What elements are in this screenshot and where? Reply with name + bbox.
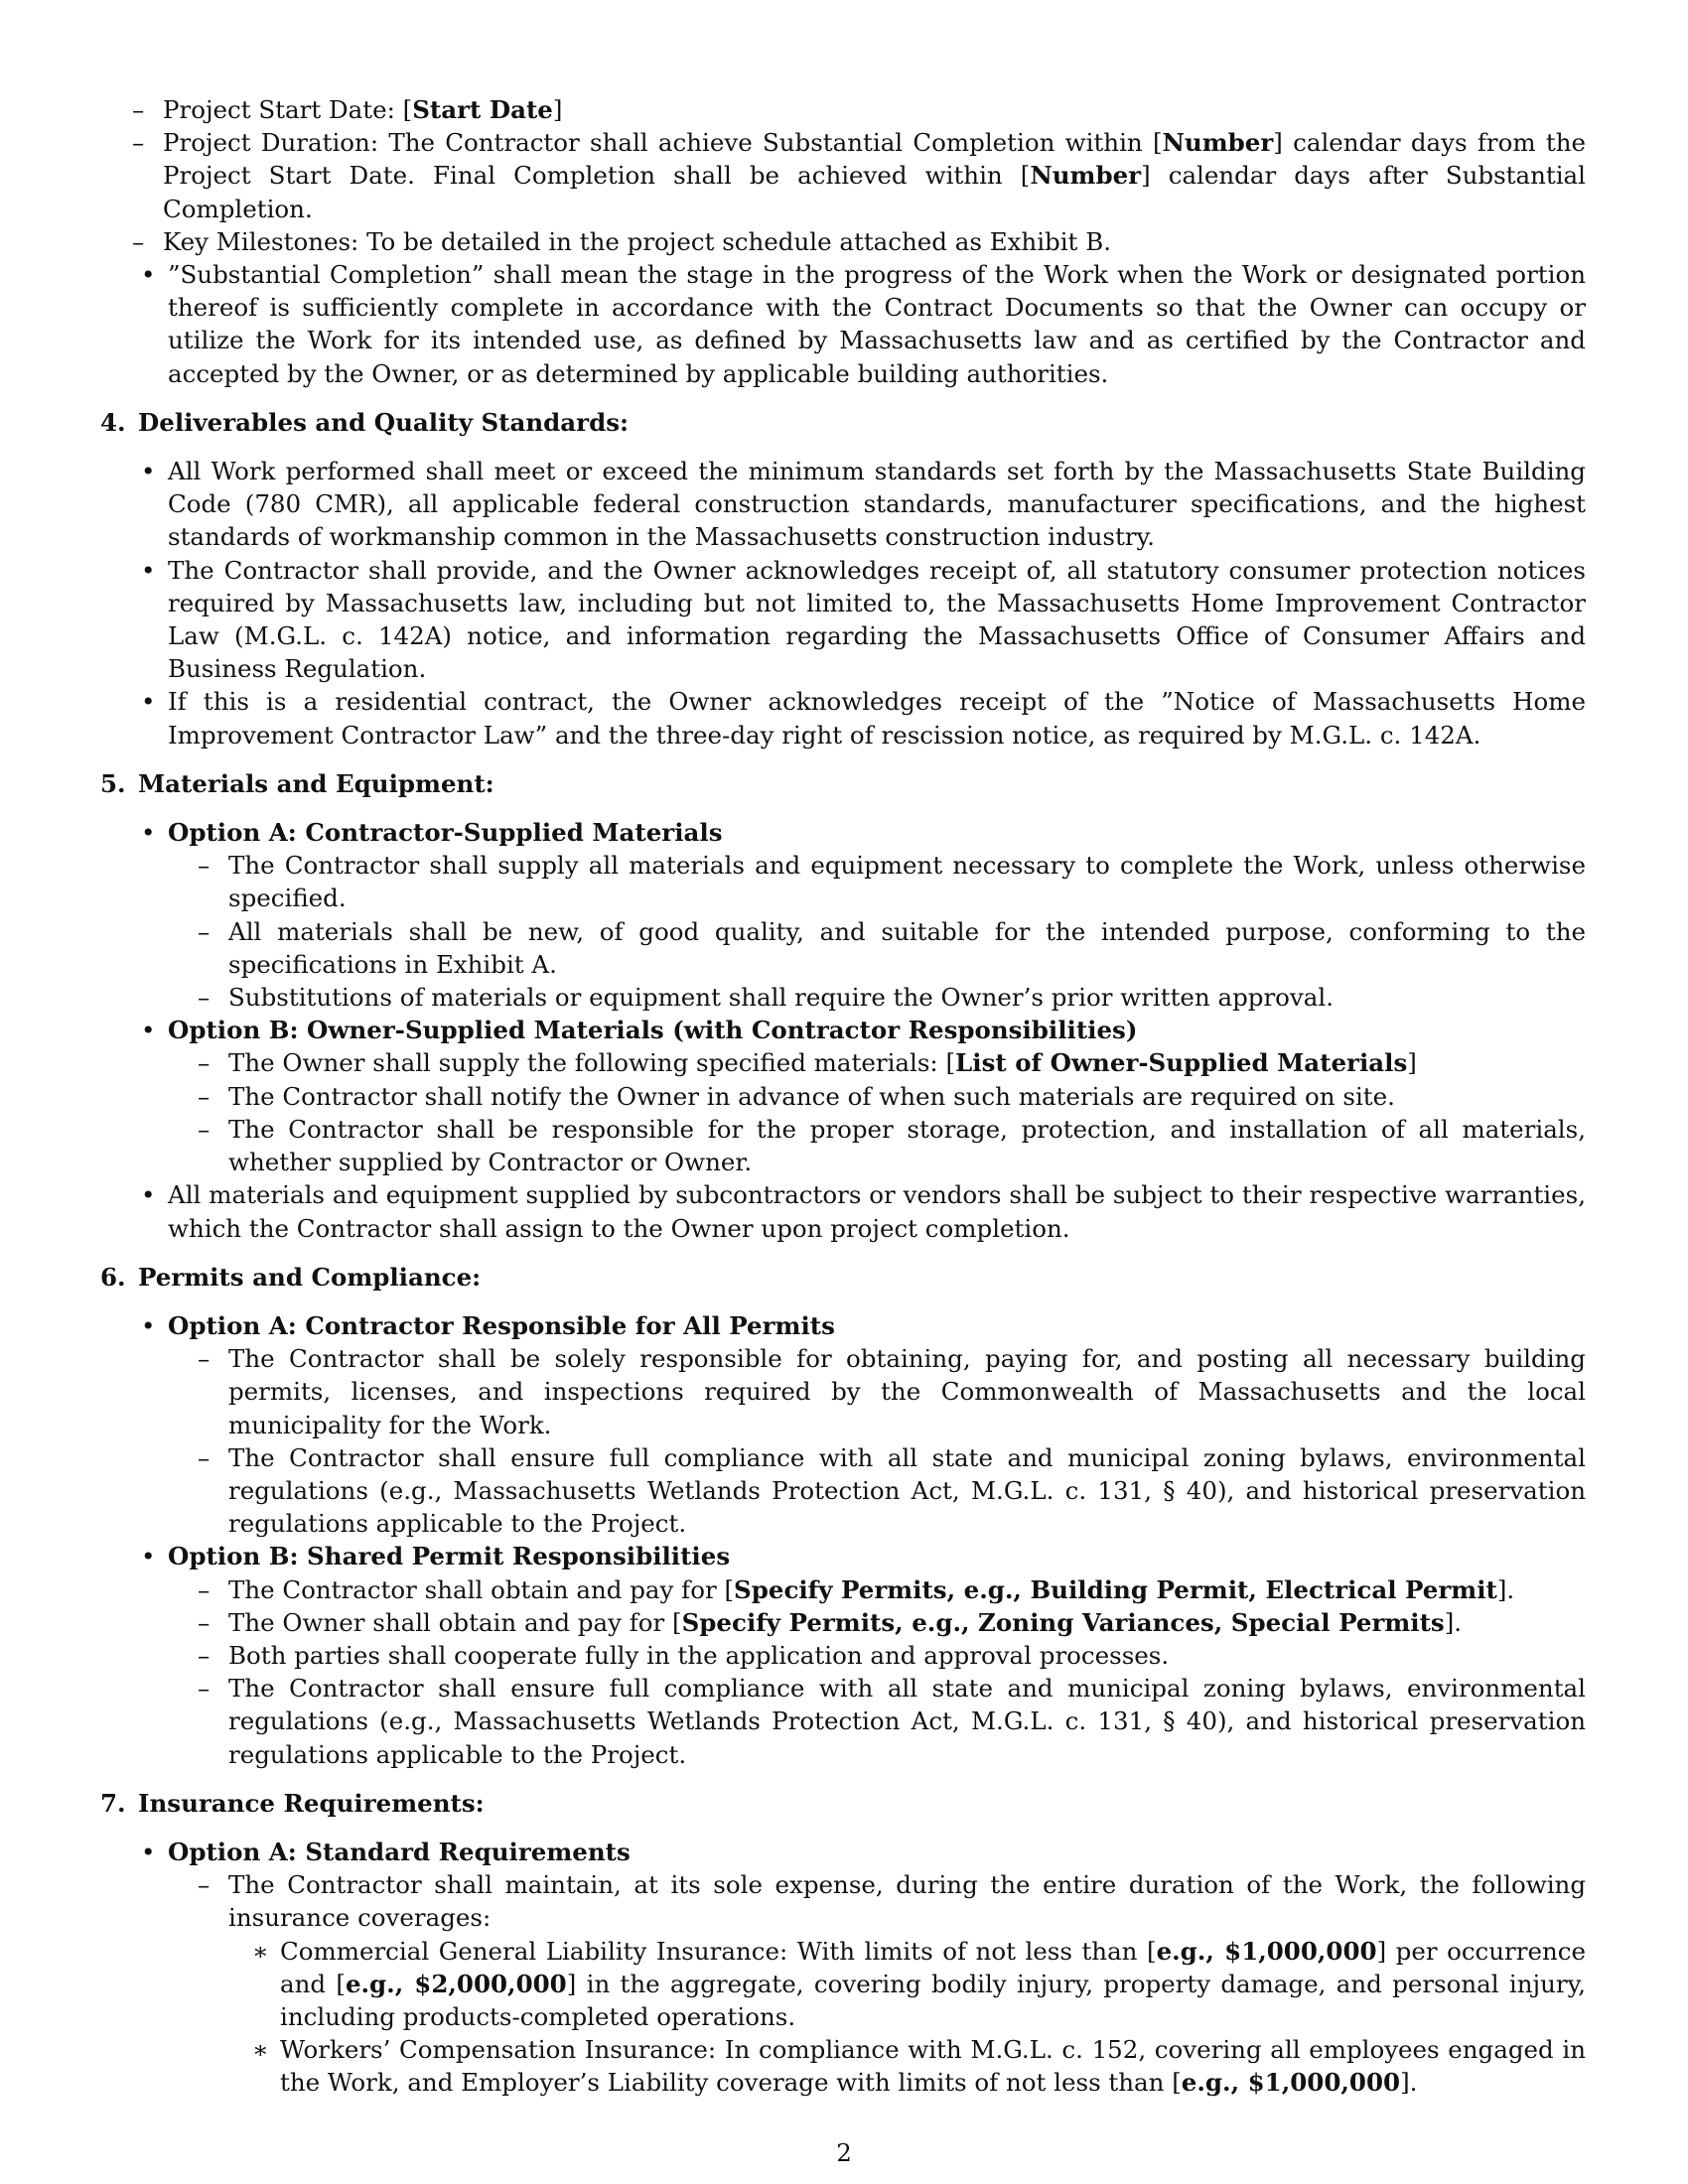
section-heading: 7. Insurance Requirements:	[100, 1788, 485, 1818]
section-insurance	[102, 1787, 1586, 2100]
cgl-coverage: ∗ Commercial General Liability Insurance: With limits of not less than [e.g., $1,000,000] per occurrence and [e.g., $2,000,000] in the aggregate, covering bodily injury, property damage, and personal injury, including products-completed operations.	[280, 1935, 1586, 2034]
option-a-sublist	[168, 1868, 1586, 2099]
list-item: – The Contractor shall be solely responsible for obtaining, paying for, and posting all necessary building permits, licenses, and inspections required by the Commonwealth of Massachusetts and the local municipality for the Work.	[228, 1342, 1586, 1441]
option-a-sublist	[168, 1342, 1586, 1540]
page-number: 2	[836, 2138, 852, 2167]
list-item: • The Contractor shall provide, and the Owner acknowledges receipt of, all statutory consumer protection notices required by Massachusetts law, including but not limited to, the Massachusetts Home Improvement Contractor Law (M.G.L. c. 142A) notice, and information regarding the Massachusetts Office of Consumer Affairs and Business Regulation.	[168, 554, 1586, 686]
list-item: • If this is a residential contract, the Owner acknowledges receipt of the ”Notice of Massachusetts Home Improvement Contractor Law” and the three-day right of rescission notice, as required by M.G.L. c. 142A.	[168, 685, 1586, 751]
section-heading: 6. Permits and Compliance:	[100, 1262, 482, 1292]
schedule-sublist	[102, 93, 1586, 258]
list-item: – The Contractor shall notify the Owner in advance of when such materials are required on site.	[228, 1080, 1586, 1113]
list-item: – Both parties shall cooperate fully in the application and approval processes.	[228, 1639, 1586, 1672]
key-milestones: – Key Milestones: To be detailed in the project schedule attached as Exhibit B.	[163, 225, 1586, 258]
section-heading: 4. Deliverables and Quality Standards:	[100, 407, 630, 437]
list-item: – The Contractor shall ensure full compliance with all state and municipal zoning bylaws, environmental regulations (e.g., Massachusetts Wetlands Protection Act, M.G.L. c. 131, § 40), and historical preservation regulations applicable to the Project.	[228, 1441, 1586, 1541]
option-b-sublist	[168, 1046, 1586, 1178]
list-item: • All Work performed shall meet or exceed the minimum standards set forth by the Massachusetts State Building Code (780 CMR), all applicable federal construction standards, manufacturer specifications, and the highest standards of workmanship common in the Massachusetts construction industry.	[168, 455, 1586, 554]
list-item: – The Contractor shall maintain, at its sole expense, during the entire duration of the Work, the following insurance coverages: ∗ Commercial General Liability Insurance: With limits of not less than [e.g., $1,000,000] per occurrence and [e.g., $2,000,000] in the aggregate, covering bodily injury, property damage, and personal injury, including products-completed operations. ∗ Workers’ Compensation Insurance: In compliance with M.G.L. c. 152, covering all employees engaged in the Work, and Employer’s Liability coverage with limits of not less than [e.g., $1,000,000].	[228, 1868, 1586, 2099]
list-item: • All materials and equipment supplied by subcontractors or vendors shall be subject to their respective warranties, which the Contractor shall assign to the Owner upon project completion.	[168, 1178, 1586, 1244]
list-item: – The Contractor shall be responsible for the proper storage, protection, and installation of all materials, whether supplied by Contractor or Owner.	[228, 1113, 1586, 1178]
option-a-permits: • Option A: Contractor Responsible for All Permits – The Contractor shall be solely responsible for obtaining, paying for, and posting all necessary building permits, licenses, and inspections required by the Commonwealth of Massachusetts and the local municipality for the Work. – The Contractor shall ensure full compliance with all state and municipal zoning bylaws, environmental regulations (e.g., Massachusetts Wetlands Protection Act, M.G.L. c. 131, § 40), and historical preservation regulations applicable to the Project.	[168, 1309, 1586, 1540]
materials-list	[102, 816, 1586, 1245]
list-item: – Substitutions of materials or equipment shall require the Owner’s prior written approval.	[228, 981, 1586, 1014]
option-a-insurance: • Option A: Standard Requirements – The Contractor shall maintain, at its sole expense, during the entire duration of the Work, the following insurance coverages: ∗ Commercial General Liability Insurance: With limits of not less than [e.g., $1,000,000] per occurrence and [e.g., $2,000,000] in the aggregate, covering bodily injury, property damage, and personal injury, including products-completed operations. ∗ Workers’ Compensation Insurance: In compliance with M.G.L. c. 152, covering all employees engaged in the Work, and Employer’s Liability coverage with limits of not less than [e.g., $1,000,000].	[168, 1836, 1586, 2100]
section-materials	[102, 767, 1586, 1245]
workers-comp-coverage: ∗ Workers’ Compensation Insurance: In compliance with M.G.L. c. 152, covering all employees engaged in the Work, and Employer’s Liability coverage with limits of not less than [e.g., $1,000,000].	[280, 2033, 1586, 2099]
option-b-materials: • Option B: Owner-Supplied Materials (with Contractor Responsibilities) – The Owner shall supply the following specified materials: [List of Owner-Supplied Materials] – The Contractor shall notify the Owner in advance of when such materials are required on site. – The Contractor shall be responsible for the proper storage, protection, and installation of all materials, whether supplied by Contractor or Owner.	[168, 1014, 1586, 1178]
insurance-list	[102, 1836, 1586, 2100]
section-deliverables	[102, 406, 1586, 751]
permits-list	[102, 1309, 1586, 1771]
coverage-list	[228, 1935, 1586, 2100]
section-heading: 5. Materials and Equipment:	[100, 768, 494, 798]
list-item: – The Contractor shall supply all materials and equipment necessary to complete the Work, unless otherwise specified.	[228, 849, 1586, 914]
project-start-date: – Project Start Date: [Start Date]	[163, 93, 1586, 126]
list-item: – The Contractor shall obtain and pay for [Specify Permits, e.g., Building Permit, Electrical Permit].	[228, 1573, 1586, 1606]
list-item: – All materials shall be new, of good quality, and suitable for the intended purpose, conforming to the specifications in Exhibit A.	[228, 915, 1586, 981]
list-item: – The Contractor shall ensure full compliance with all state and municipal zoning bylaws, environmental regulations (e.g., Massachusetts Wetlands Protection Act, M.G.L. c. 131, § 40), and historical preservation regulations applicable to the Project.	[228, 1672, 1586, 1771]
project-duration: – Project Duration: The Contractor shall achieve Substantial Completion within [Number] calendar days from the Project Start Date. Final Completion shall be achieved within [Number] calendar days after Substantial Completion.	[163, 126, 1586, 225]
schedule-list	[102, 258, 1586, 390]
option-b-sublist	[168, 1573, 1586, 1771]
list-item: – The Owner shall obtain and pay for [Specify Permits, e.g., Zoning Variances, Special Permits].	[228, 1606, 1586, 1639]
option-a-materials: • Option A: Contractor-Supplied Materials – The Contractor shall supply all materials and equipment necessary to complete the Work, unless otherwise specified. – All materials shall be new, of good quality, and suitable for the intended purpose, conforming to the specifications in Exhibit A. – Substitutions of materials or equipment shall require the Owner’s prior written approval.	[168, 816, 1586, 1014]
deliverables-list	[102, 455, 1586, 751]
option-b-permits: • Option B: Shared Permit Responsibilities – The Contractor shall obtain and pay for [Specify Permits, e.g., Building Permit, Electrical Permit]. – The Owner shall obtain and pay for [Specify Permits, e.g., Zoning Variances, Special Permits]. – Both parties shall cooperate fully in the application and approval processes. – The Contractor shall ensure full compliance with all state and municipal zoning bylaws, environmental regulations (e.g., Massachusetts Wetlands Protection Act, M.G.L. c. 131, § 40), and historical preservation regulations applicable to the Project.	[168, 1540, 1586, 1770]
substantial-completion-definition: • ”Substantial Completion” shall mean the stage in the progress of the Work when the Work or designated portion thereof is sufficiently complete in accordance with the Contract Documents so that the Owner can occupy or utilize the Work for its intended use, as defined by Massachusetts law and as certified by the Contractor and accepted by the Owner, or as determined by applicable building authorities.	[168, 258, 1586, 390]
option-a-sublist	[168, 849, 1586, 1014]
list-item: – The Owner shall supply the following specified materials: [List of Owner-Supplied Materials]	[228, 1046, 1586, 1079]
section-permits	[102, 1261, 1586, 1771]
